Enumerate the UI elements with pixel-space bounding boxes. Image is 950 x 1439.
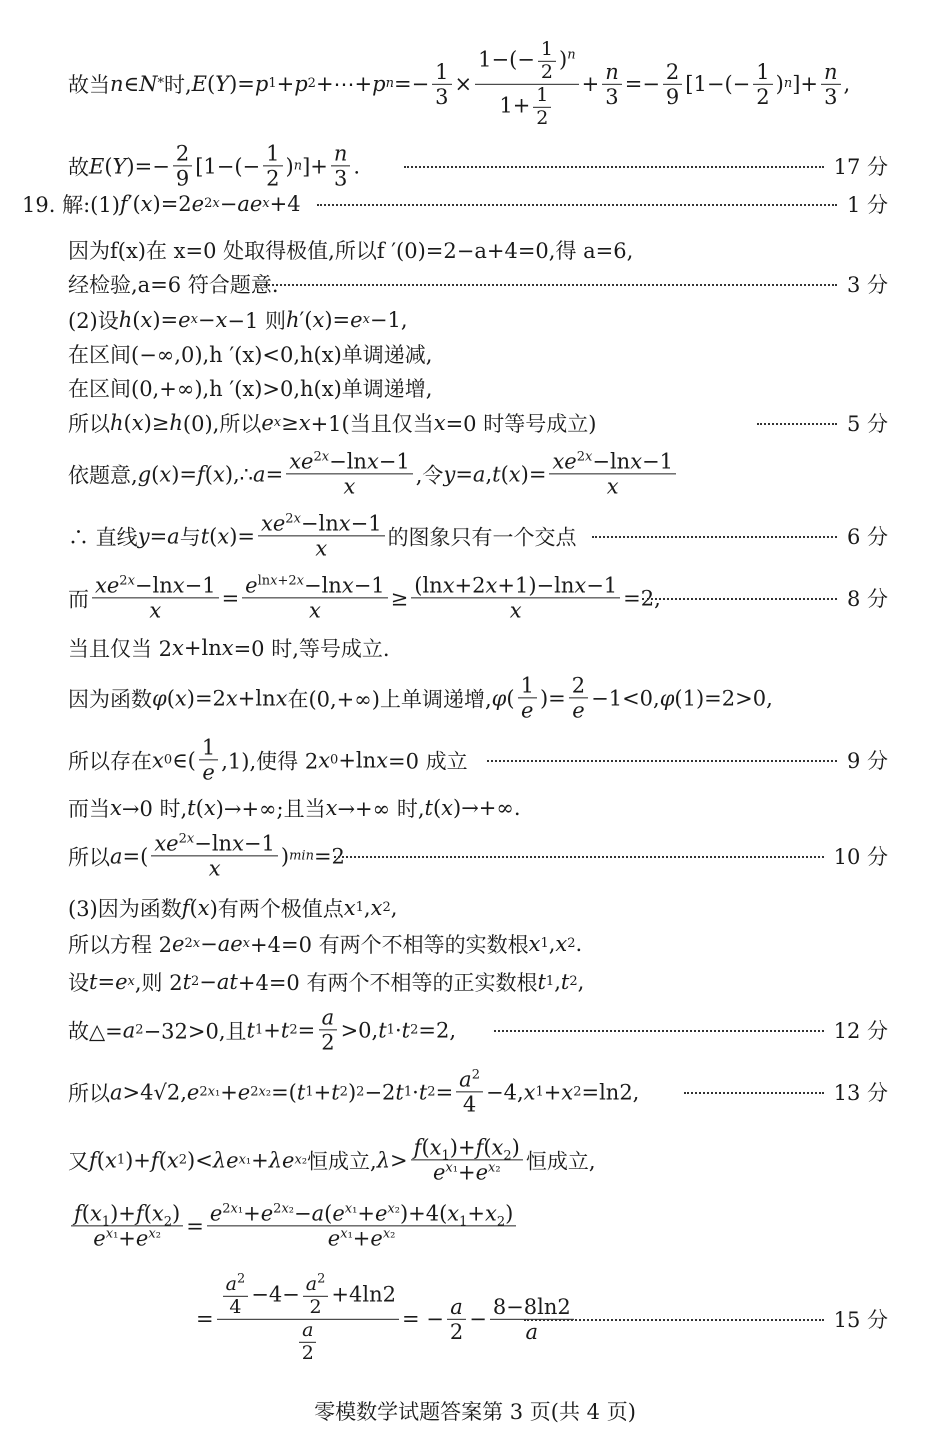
score-9: 9 分 (846, 749, 888, 773)
formula-ey-result: 故 E ( Y )=− $\frac{2}{9}$ [1−(− $\frac{1}{2}$ ) n ]+ $\frac{n}{3}$ . 17 分 (68, 141, 888, 191)
q19-ratio: $\frac{f(x_1)+f(x_2)}{e^{x_1}+e^{x_2}}$ = $\frac{e^{2x_1}+e^{2x_2}-a(e^{x_1}+e^{x_2})+4(x_1+x_2)}{e^{x_1}+e^{x_2}}$ (0, 1196, 950, 1256)
score-15: 15 分 (833, 1308, 888, 1332)
q19-min: 所以 a =( $\frac{xe^{2x}-\ln x-1}{x}$ ) min =2 10 分 (68, 831, 888, 881)
q19-ga: 依题意, g ( x )= f ( x ),∴ a = $\frac{xe^{2x}-\ln x-1}{x}$ ,令 y = a , t ( x )= $\frac{xe^{2x}-\ln x-1}{x}$ (0, 444, 950, 504)
q19-extreme: 因为f(x)在 x=0 处取得极值,所以f ′(0)=2−a+4=0,得 a=6, (68, 239, 634, 263)
q19-final: = $\frac{a^2}{4}$ −4− $\frac{a^2}{2}$ +4ln2 $\frac{a}{2}$ = − $\frac{a}{2}$ − $\frac{8-8\ln 2}{a}$ 15 分 (196, 1271, 888, 1364)
q19-limit: 而当 x →0 时, t ( x )→+∞;且当 x →+∞ 时, t ( x )→+∞. (68, 796, 521, 821)
page-footer: 零模数学试题答案第 3 页(共 4 页) (314, 1400, 636, 1424)
score-1: 1 分 (846, 193, 888, 217)
q19-t: 设 t = e x ,则 2 t 2 − at +4=0 有两个不相等的正实数根 t 1 , t 2 , (68, 970, 585, 995)
score-12: 12 分 (833, 1019, 888, 1043)
q19-x0: 所以存在 x 0 ∈( $\frac{1}{e}$ ,1),使得 2 x 0 +ln x =0 成立 9 分 (68, 735, 888, 785)
q19-phi: 因为函数 φ ( x )=2 x +ln x 在(0,+∞)上单调递增, φ ( $\frac{1}{e}$ )= $\frac{2}{e}$ −1<0, φ (1)=2>0, (68, 673, 773, 723)
q19-lambda: 又 f ( x 1 )+ f ( x 2 )< λe x₁ + λe x₂ 恒成立, λ > $\frac{f(x_1)+f(x_2)}{e^{x_1}+e^{x_2}}$ 恒成立, (68, 1135, 596, 1185)
q19-equal: 当且仅当 2 x +ln x =0 时,等号成立. (68, 636, 390, 661)
q19-inc: 在区间(0,+∞),h ′(x)>0,h(x)单调递增, (68, 377, 433, 401)
score-5: 5 分 (846, 412, 888, 436)
q19-derivative: 19. 解:(1) f ′( x )=2 e 2x − ae x +4 1 分 (0, 184, 950, 224)
q19-intersect: ∴ 直线 y = a 与 t ( x )= $\frac{xe^{2x}-\ln x-1}{x}$ 的图象只有一个交点 6 分 (68, 511, 888, 561)
score-6: 6 分 (846, 525, 888, 549)
score-3: 3 分 (846, 273, 888, 297)
q19-dec: 在区间(−∞,0),h ′(x)<0,h(x)单调递减, (68, 343, 433, 367)
q19-sum: 所以 a >4√2, e 2x₁ + e 2x₂ =( t 1 + t 2 ) 2 −2 t 1 · t 2 = $\frac{a^2}{4}$ −4, x 1 + x 2 =ln2, 13 分 (68, 1067, 888, 1117)
q19-h: (2)设 h ( x )= e x − x −1 则 h ′( x )= e x −1, (68, 308, 408, 333)
score-8: 8 分 (846, 587, 888, 611)
q19-bound: 而 $\frac{xe^{2x}-\ln x-1}{x}$ = $\frac{e^{lnx+2x}-\ln x-1}{x}$ ≥ $\frac{(\ln x+2x+1)-\ln x-1}{x}$ =2, 8 分 (68, 573, 888, 623)
q19-check: 经检验,a=6 符合题意. 3 分 (0, 264, 950, 304)
score-10: 10 分 (833, 845, 888, 869)
score-13: 13 分 (833, 1081, 888, 1105)
q19-ineq: 所以 h ( x )≥ h (0),所以 e x ≥ x +1(当且仅当 x =0 时等号成立) 5 分 (0, 403, 950, 443)
score-17: 17 分 (833, 155, 888, 179)
q19-p3: (3)因为函数 f ( x )有两个极值点 x 1 , x 2 , (68, 896, 398, 921)
q19-roots: 所以方程 2 e 2x − ae x +4=0 有两个不相等的实数根 x 1 , x 2 . (68, 932, 583, 957)
q19-delta: 故△= a 2 −32>0,且 t 1 + t 2 = $\frac{a}{2}$ >0, t 1 · t 2 =2, 12 分 (68, 1005, 888, 1055)
formula-ey-expansion: 故当 n ∈ N * 时, E ( Y )= p 1 + p 2 +⋯+ p n =− $\frac{1}{3}$ × 1−(− $\frac{1}{2}$ )$^n$ 1+ $\frac{1}{2}$ + $\frac{n}{3}$ =− $\frac{2}{9}$ [1−(− $\frac{1}{2}$ ) n ]+ $\frac{n}{3}$ , (68, 37, 851, 129)
